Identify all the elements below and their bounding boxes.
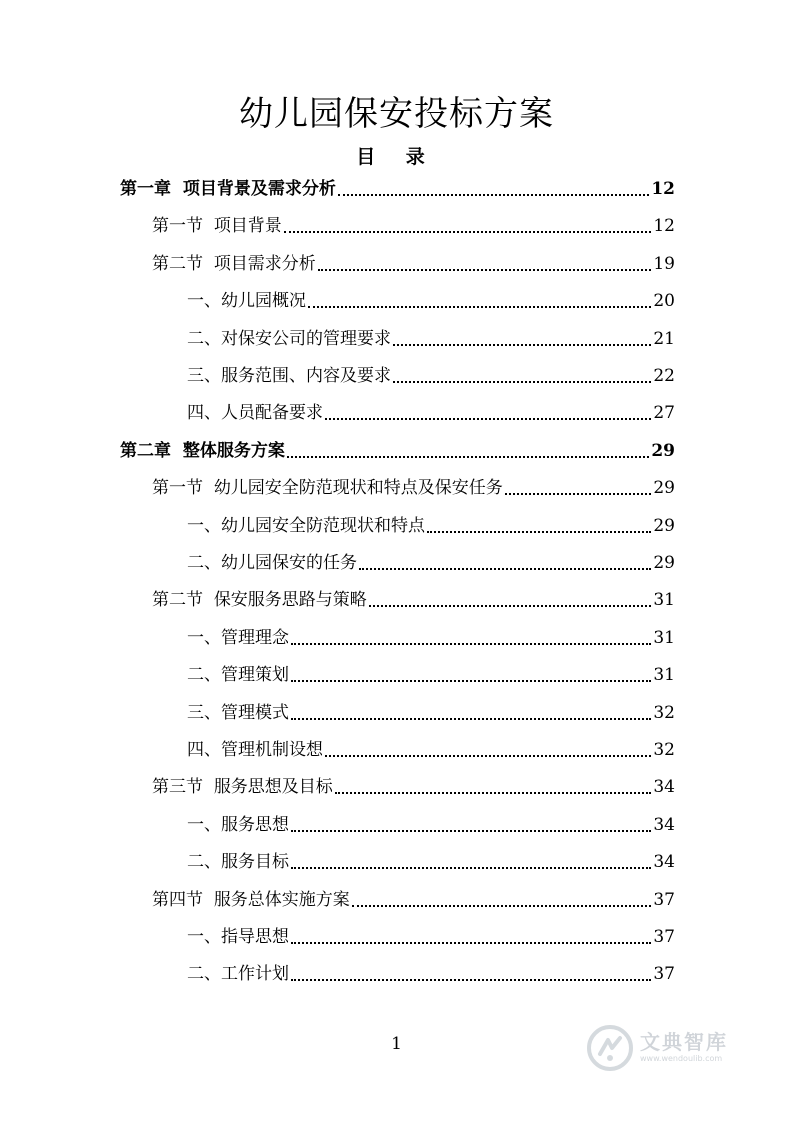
document-title: 幼儿园保安投标方案 — [239, 94, 554, 134]
toc-entry-page: 12 — [651, 179, 675, 199]
toc-entry-page: 37 — [653, 890, 675, 910]
toc-dot-leader — [291, 680, 651, 682]
toc-entry-number: 一、 — [187, 291, 221, 311]
toc-entry[interactable] — [187, 662, 675, 688]
toc-entry-text: 指导思想 — [221, 927, 289, 947]
toc-entry-page: 27 — [653, 403, 675, 423]
toc-entry-gap — [203, 213, 214, 239]
toc-entry-gap — [203, 774, 214, 800]
toc-entry-text: 服务思想及目标 — [213, 777, 333, 797]
toc-entry-gap — [171, 176, 183, 202]
toc-entry-number: 一、 — [187, 815, 221, 835]
watermark-logo-icon — [586, 1024, 634, 1072]
toc-entry-page: 22 — [653, 366, 675, 386]
toc-entry-page: 21 — [653, 329, 675, 349]
toc-entry-number: 三、 — [187, 703, 221, 723]
toc-dot-leader — [359, 568, 651, 570]
page-number: 1 — [391, 1034, 402, 1054]
toc-dot-leader — [291, 942, 651, 944]
toc-entry-page: 37 — [653, 964, 675, 984]
toc-dot-leader — [291, 718, 651, 720]
toc-entry-number: 第一节 — [152, 478, 203, 498]
toc-dot-leader — [291, 643, 651, 645]
toc-entry-page: 29 — [653, 516, 675, 536]
toc-entry-page: 20 — [653, 291, 675, 311]
toc-entry-text: 管理策划 — [221, 665, 289, 685]
toc-entry-page: 12 — [653, 216, 675, 236]
toc-entry-page: 31 — [653, 628, 675, 648]
toc-entry-text: 项目需求分析 — [213, 254, 316, 274]
toc-entry-number: 二、 — [187, 852, 221, 872]
toc-entry-number: 第一章 — [120, 179, 171, 199]
toc-entry-number: 二、 — [187, 329, 221, 349]
toc-entry[interactable] — [187, 400, 675, 426]
toc-dot-leader — [393, 344, 651, 346]
toc-entry-gap — [203, 587, 214, 613]
toc-entry-text: 对保安公司的管理要求 — [221, 329, 391, 349]
toc-entry[interactable] — [187, 625, 675, 651]
toc-entry-gap — [171, 438, 183, 464]
toc-entry-text: 服务目标 — [221, 852, 289, 872]
toc-dot-leader — [291, 979, 651, 981]
toc-entry-page: 29 — [653, 478, 675, 498]
toc-entry[interactable] — [152, 587, 675, 613]
toc-dot-leader — [369, 605, 651, 607]
toc-entry[interactable] — [187, 961, 675, 987]
toc-entry-number: 二、 — [187, 964, 221, 984]
toc-entry-text: 管理机制设想 — [221, 740, 323, 760]
toc-dot-leader — [325, 418, 651, 420]
toc-entry-page: 37 — [653, 927, 675, 947]
toc-entry-text: 幼儿园保安的任务 — [221, 553, 357, 573]
toc-dot-leader — [284, 231, 651, 233]
toc-entry-number: 一、 — [187, 516, 221, 536]
toc-dot-leader — [291, 830, 651, 832]
toc-entry-number: 四、 — [187, 403, 221, 423]
toc-entry-page: 32 — [653, 740, 675, 760]
toc-dot-leader — [325, 755, 651, 757]
toc-entry[interactable] — [120, 176, 675, 202]
toc-entry-page: 32 — [653, 703, 675, 723]
toc-entry-number: 四、 — [187, 740, 221, 760]
toc-entry[interactable] — [187, 550, 675, 576]
toc-entry[interactable] — [187, 288, 675, 314]
toc-entry-page: 34 — [653, 815, 675, 835]
toc-dot-leader — [291, 867, 651, 869]
toc-entry-page: 29 — [651, 441, 675, 461]
toc-entry-text: 整体服务方案 — [182, 441, 285, 461]
toc-entry-number: 第四节 — [152, 890, 203, 910]
toc-entry-text: 服务思想 — [221, 815, 289, 835]
toc-entry-page: 31 — [653, 665, 675, 685]
watermark-name: 文典智库 — [640, 1030, 728, 1054]
toc-dot-leader — [505, 493, 651, 495]
toc-entry[interactable] — [187, 924, 675, 950]
toc-dot-leader — [287, 456, 649, 458]
toc-dot-leader — [335, 792, 651, 794]
toc-entry-text: 管理模式 — [221, 703, 289, 723]
toc-dot-leader — [393, 381, 651, 383]
toc-entry-gap — [203, 475, 214, 501]
toc-entry-number: 一、 — [187, 628, 221, 648]
toc-entry-page: 19 — [653, 254, 675, 274]
toc-entry[interactable] — [187, 849, 675, 875]
toc-entry-text: 服务范围、内容及要求 — [221, 366, 391, 386]
toc-entry-text: 服务总体实施方案 — [213, 890, 350, 910]
toc-entry[interactable] — [152, 475, 675, 501]
toc-dot-leader — [352, 905, 651, 907]
toc-entry-number: 第二节 — [152, 254, 203, 274]
toc-dot-leader — [338, 194, 649, 196]
toc-entry[interactable] — [187, 700, 675, 726]
toc-entry-gap — [203, 251, 214, 277]
toc-entry[interactable] — [152, 213, 675, 239]
toc-dot-leader — [318, 269, 651, 271]
toc-entry-text: 保安服务思路与策略 — [213, 590, 367, 610]
toc-entry[interactable] — [152, 887, 675, 913]
toc-entry-number: 第二节 — [152, 590, 203, 610]
toc-entry[interactable] — [152, 774, 675, 800]
toc-entry-page: 29 — [653, 553, 675, 573]
toc-entry[interactable] — [187, 363, 675, 389]
toc-entry[interactable] — [187, 812, 675, 838]
toc-entry-text: 幼儿园安全防范现状和特点及保安任务 — [213, 478, 503, 498]
toc-entry-number: 二、 — [187, 553, 221, 573]
toc-entry-text: 幼儿园概况 — [221, 291, 306, 311]
toc-entry[interactable] — [187, 326, 675, 352]
toc-dot-leader — [427, 531, 651, 533]
toc-entry-text: 工作计划 — [221, 964, 289, 984]
toc-entry-number: 二、 — [187, 665, 221, 685]
toc-entry-text: 管理理念 — [221, 628, 289, 648]
toc-entry-text: 项目背景 — [213, 216, 282, 236]
toc-entry[interactable] — [187, 737, 675, 763]
toc-entry-number: 一、 — [187, 927, 221, 947]
toc-entry-number: 第二章 — [120, 441, 171, 461]
toc-heading: 目 录 — [356, 146, 437, 168]
toc-entry[interactable] — [120, 438, 675, 464]
toc-entry-text: 幼儿园安全防范现状和特点 — [221, 516, 425, 536]
toc-entry-text: 人员配备要求 — [221, 403, 323, 423]
toc-entry[interactable] — [152, 251, 675, 277]
watermark-url: www.wendoulib.com — [640, 1054, 723, 1063]
toc-entry-page: 34 — [653, 777, 675, 797]
toc-entry-number: 第一节 — [152, 216, 203, 236]
toc-entry[interactable] — [187, 513, 675, 539]
toc-entry-page: 34 — [653, 852, 675, 872]
toc-dot-leader — [308, 306, 651, 308]
toc-entry-text: 项目背景及需求分析 — [182, 179, 336, 199]
toc-entry-number: 三、 — [187, 366, 221, 386]
toc-entry-gap — [203, 887, 214, 913]
toc-entry-page: 31 — [653, 590, 675, 610]
watermark — [586, 1020, 766, 1076]
toc-entry-number: 第三节 — [152, 777, 203, 797]
